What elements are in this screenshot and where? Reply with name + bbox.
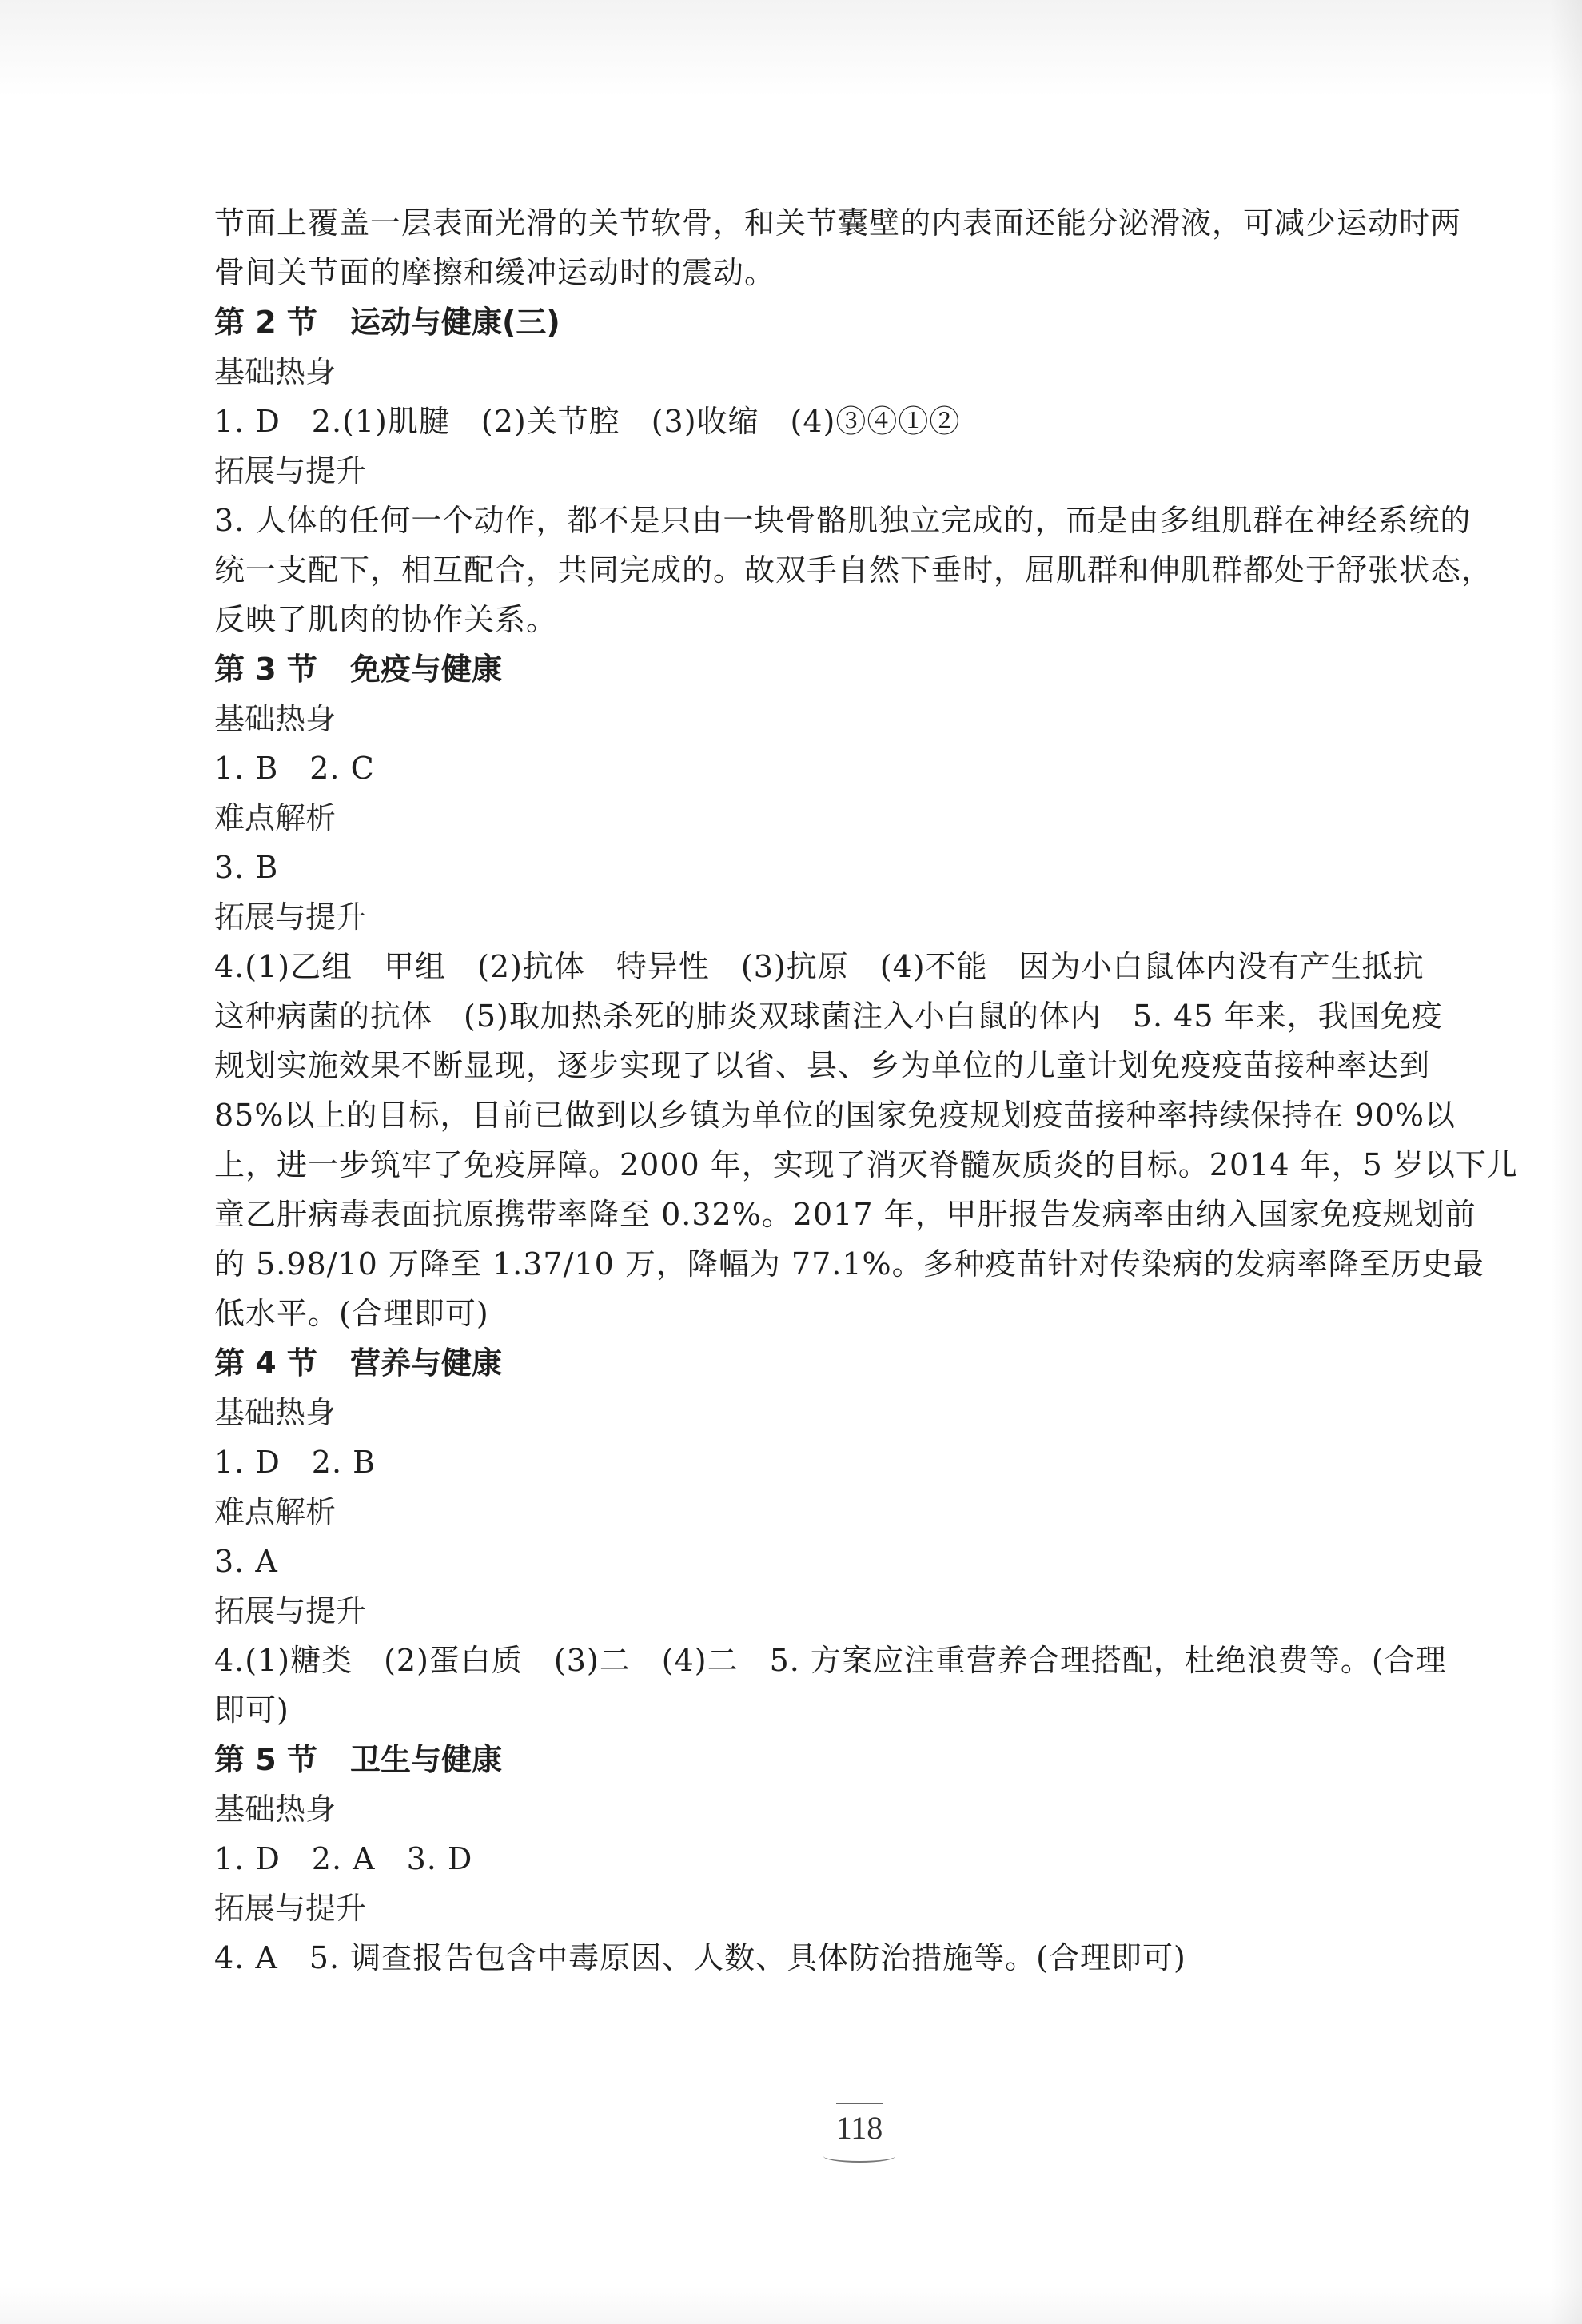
section-4-number: 第 4 节 xyxy=(214,1345,317,1381)
section-3-basic-answers: 1. B 2. C xyxy=(214,751,375,786)
section-2-extension-line-2: 统一支配下，相互配合，共同完成的。故双手自然下垂时，屈肌群和伸肌群都处于舒张状态， xyxy=(214,552,1493,588)
section-5-title: 卫生与健康 xyxy=(350,1742,503,1777)
section-3-extension-label: 拓展与提升 xyxy=(214,899,367,935)
section-5-extension-label: 拓展与提升 xyxy=(214,1891,367,1926)
section-3-extension-line-6: 童乙肝病毒表面抗原携带率降至 0.32%。2017 年，甲肝报告发病率由纳入国家免疫规划前 xyxy=(214,1197,1476,1232)
section-4-basic-label: 基础热身 xyxy=(214,1395,337,1430)
section-3-extension-line-5: 上，进一步筑牢了免疫屏障。2000 年，实现了消灭脊髓灰质炎的目标。2014 年，5 岁以下儿 xyxy=(214,1147,1518,1182)
page-number-block xyxy=(815,2103,903,2163)
section-4-hard-answers: 3. A xyxy=(214,1544,278,1579)
section-4-basic-answers: 1. D 2. B xyxy=(214,1445,377,1480)
section-4-title: 营养与健康 xyxy=(350,1345,503,1381)
section-3-heading xyxy=(214,644,1525,694)
section-2-heading xyxy=(214,297,1525,347)
section-4-hard-label: 难点解析 xyxy=(214,1494,337,1529)
section-3-extension-line-4: 85%以上的目标，目前已做到以乡镇为单位的国家免疫规划疫苗接种率持续保持在 90%以 xyxy=(214,1098,1456,1133)
section-5-heading xyxy=(214,1735,1525,1784)
section-5-basic-answers: 1. D 2. A 3. D xyxy=(214,1841,473,1876)
section-2-title: 运动与健康(三) xyxy=(350,305,560,340)
section-3-title: 免疫与健康 xyxy=(350,652,503,687)
section-4-extension-line-1: 4.(1)糖类 (2)蛋白质 (3)二 (4)二 5. 方案应注重营养合理搭配，杜绝浪费等。(合理 xyxy=(214,1643,1447,1678)
section-4-extension-line-2: 即可) xyxy=(214,1692,289,1728)
section-2-extension-line-1: 3. 人体的任何一个动作，都不是只由一块骨骼肌独立完成的，而是由多组肌群在神经系统的 xyxy=(214,503,1472,538)
section-3-basic-label: 基础热身 xyxy=(214,701,337,736)
section-4-heading xyxy=(214,1338,1525,1388)
page-number: 118 xyxy=(836,2103,883,2147)
section-5-extension-line-1: 4. A 5. 调查报告包含中毒原因、人数、具体防治措施等。(合理即可) xyxy=(214,1940,1186,1975)
section-3-hard-answers: 3. B xyxy=(214,850,279,885)
page-content xyxy=(214,198,1525,1983)
section-4-extension-label: 拓展与提升 xyxy=(214,1593,367,1628)
section-3-extension-line-1: 4.(1)乙组 甲组 (2)抗体 特异性 (3)抗原 (4)不能 因为小白鼠体内没有产生抵抗 xyxy=(214,949,1425,984)
section-3-number: 第 3 节 xyxy=(214,652,317,687)
intro-line-1: 节面上覆盖一层表面光滑的关节软骨，和关节囊壁的内表面还能分泌滑液，可减少运动时两 xyxy=(214,205,1462,241)
intro-line-2: 骨间关节面的摩擦和缓冲运动时的震动。 xyxy=(214,255,776,290)
section-3-extension-line-7: 的 5.98/10 万降至 1.37/10 万，降幅为 77.1%。多种疫苗针对传染病的发病率降至历史最 xyxy=(214,1246,1484,1282)
section-3-extension-line-8: 低水平。(合理即可) xyxy=(214,1296,489,1331)
section-3-extension-line-2: 这种病菌的抗体 (5)取加热杀死的肺炎双球菌注入小白鼠的体内 5. 45 年来，我国免疫 xyxy=(214,999,1443,1034)
section-2-extension-label: 拓展与提升 xyxy=(214,453,367,488)
section-2-number: 第 2 节 xyxy=(214,305,317,340)
page-edge-shadow xyxy=(1550,0,1582,2324)
section-2-extension-line-3: 反映了肌肉的协作关系。 xyxy=(214,602,558,637)
section-2-basic-answers: 1. D 2.(1)肌腱 (2)关节腔 (3)收缩 (4)③④①② xyxy=(214,404,961,439)
section-5-number: 第 5 节 xyxy=(214,1742,317,1777)
section-3-hard-label: 难点解析 xyxy=(214,800,337,835)
section-3-extension-line-3: 规划实施效果不断显现，逐步实现了以省、县、乡为单位的儿童计划免疫疫苗接种率达到 xyxy=(214,1048,1431,1083)
section-2-basic-label: 基础热身 xyxy=(214,354,337,389)
page-number-ornament xyxy=(823,2150,895,2163)
section-5-basic-label: 基础热身 xyxy=(214,1792,337,1827)
